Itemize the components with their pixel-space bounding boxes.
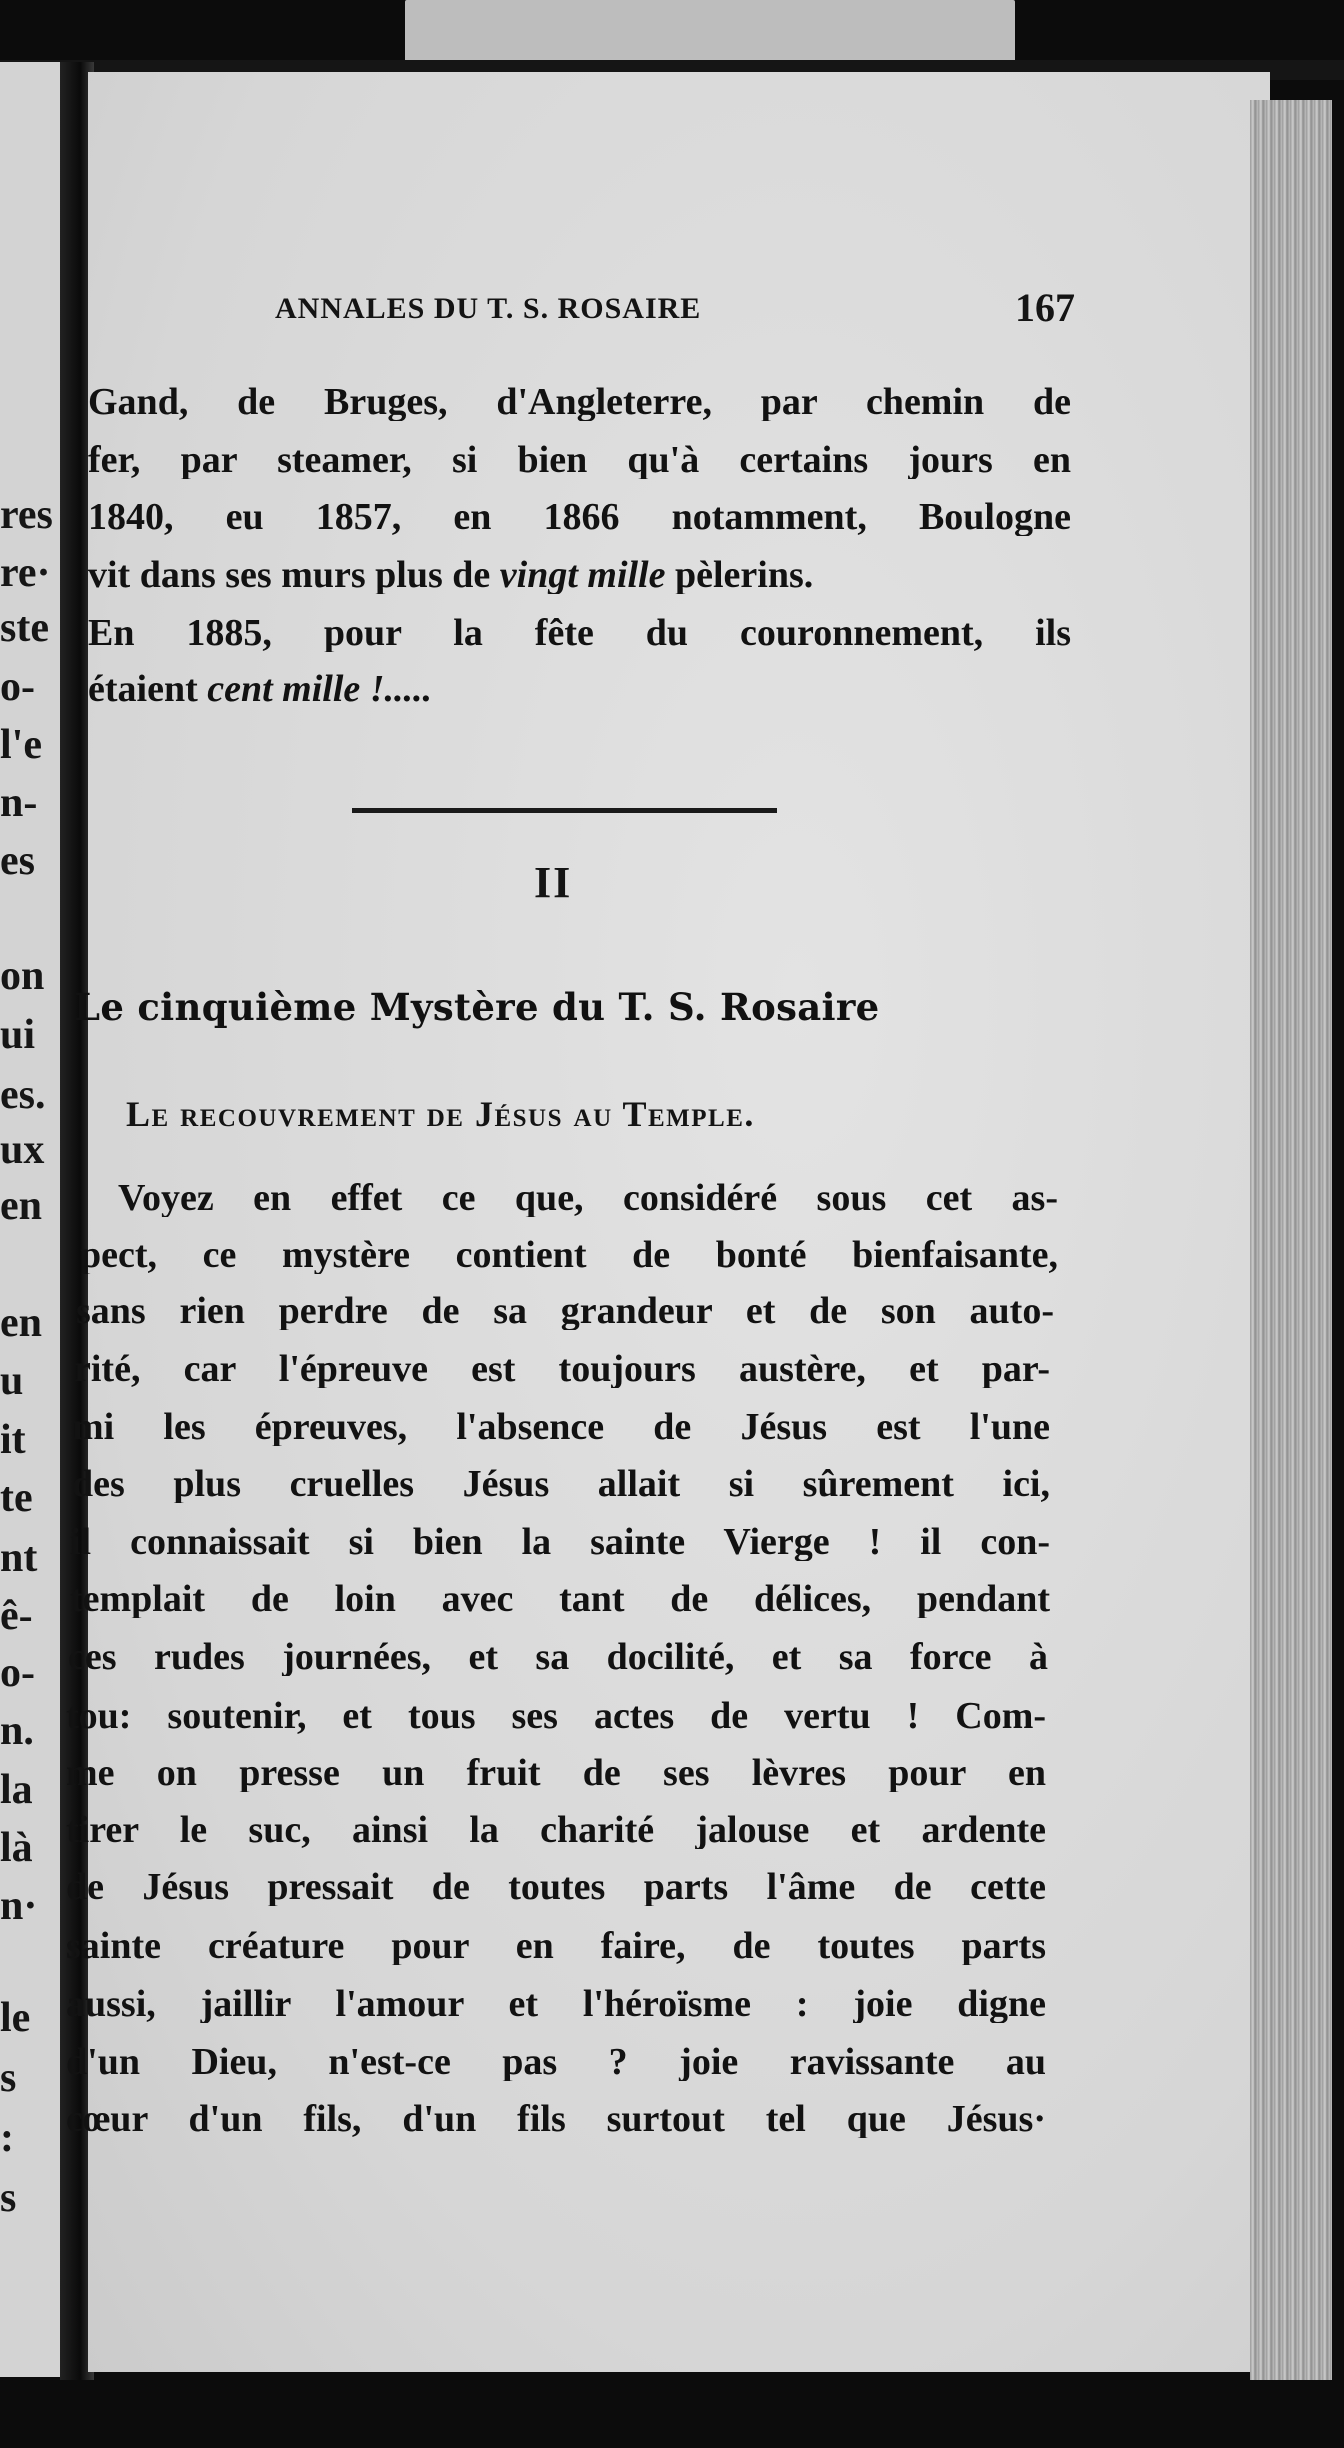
adjacent-page-fragment: re· bbox=[0, 552, 51, 594]
text-line: sainte créature pour en faire, de toutes parts bbox=[66, 1927, 1046, 1965]
page-header bbox=[275, 285, 1075, 342]
section-divider bbox=[352, 808, 777, 813]
page-number: 167 bbox=[1015, 285, 1075, 330]
italic-text-run: vingt mille bbox=[499, 556, 666, 594]
adjacent-page-fragment: : bbox=[0, 2117, 14, 2159]
text-line: rité, car l'épreuve est toujours austère, et par- bbox=[74, 1350, 1050, 1388]
text-run: vit dans ses murs plus de bbox=[88, 556, 491, 594]
adjacent-page-fragment: u bbox=[0, 1360, 24, 1402]
adjacent-page-fragment: res bbox=[0, 494, 53, 536]
text-line: tirer le suc, ainsi la charité jalouse et ardente bbox=[66, 1811, 1046, 1849]
text-line: sans rien perdre de sa grandeur et de son auto- bbox=[76, 1292, 1054, 1330]
adjacent-page-fragment: en bbox=[0, 1185, 42, 1227]
adjacent-page-fragment: es. bbox=[0, 1074, 46, 1116]
text-line-mixed bbox=[88, 556, 1071, 594]
page-edges bbox=[1250, 100, 1332, 2390]
adjacent-page-fragment: l'e bbox=[0, 724, 42, 766]
adjacent-page-fragment: ui bbox=[0, 1014, 36, 1056]
adjacent-page-fragment: o- bbox=[0, 666, 35, 708]
text-line: mi les épreuves, l'absence de Jésus est l'une bbox=[72, 1408, 1050, 1446]
text-line: templait de loin avec tant de délices, pendant bbox=[70, 1580, 1050, 1618]
adjacent-page-fragment: te bbox=[0, 1477, 33, 1519]
text-line: fer, par steamer, si bien qu'à certains jours en bbox=[88, 441, 1071, 479]
text-line: tou: soutenir, et tous ses actes de vertu ! Com- bbox=[66, 1697, 1046, 1735]
adjacent-page-fragment: s bbox=[0, 2177, 17, 2219]
text-line: ces rudes journées, et sa docilité, et sa force à bbox=[68, 1638, 1048, 1676]
scan-bottom-border bbox=[0, 2380, 1344, 2448]
adjacent-page-fragment: en bbox=[0, 1302, 42, 1344]
chapter-subtitle: Le recouvrement de Jésus au Temple. bbox=[126, 1094, 755, 1134]
adjacent-page-fragment: ux bbox=[0, 1129, 45, 1171]
text-line: aussi, jaillir l'amour et l'héroïsme : joie digne bbox=[66, 1985, 1046, 2023]
adjacent-page-fragment: la bbox=[0, 1769, 33, 1811]
text-line: des plus cruelles Jésus allait si sûrement ici, bbox=[72, 1465, 1050, 1503]
section-number: II bbox=[534, 858, 573, 907]
text-line: de Jésus pressait de toutes parts l'âme de cette bbox=[66, 1868, 1046, 1906]
adjacent-page-fragment: o- bbox=[0, 1652, 35, 1694]
text-line: me on presse un fruit de ses lèvres pour en bbox=[66, 1754, 1046, 1792]
adjacent-page-fragment: nt bbox=[0, 1537, 38, 1579]
adjacent-page-fragment: on bbox=[0, 955, 45, 997]
chapter-title: Le cinquième Mystère du T. S. Rosaire bbox=[74, 985, 880, 1029]
adjacent-page-fragment: ê- bbox=[0, 1595, 33, 1637]
adjacent-page-fragment: n. bbox=[0, 1710, 34, 1752]
adjacent-page-fragment: n- bbox=[0, 782, 38, 824]
text-line: Gand, de Bruges, d'Angleterre, par chemin de bbox=[88, 383, 1071, 421]
text-line: il connaissait si bien la sainte Vierge ! il con- bbox=[70, 1523, 1050, 1561]
adjacent-page-fragment: es bbox=[0, 840, 35, 882]
italic-text-run: cent mille !..... bbox=[207, 670, 433, 708]
text-line: Voyez en effet ce que, considéré sous cet as- bbox=[118, 1179, 1058, 1217]
text-line: cœur d'un fils, d'un fils surtout tel que Jésus· bbox=[66, 2100, 1046, 2138]
adjacent-page-fragment: le bbox=[0, 1997, 31, 2039]
text-line: 1840, eu 1857, en 1866 notamment, Boulogne bbox=[88, 498, 1071, 536]
text-line: d'un Dieu, n'est-ce pas ? joie ravissante au bbox=[66, 2043, 1046, 2081]
running-title: ANNALES DU T. S. ROSAIRE bbox=[275, 292, 702, 325]
adjacent-page-fragment: n· bbox=[0, 1885, 38, 1927]
adjacent-page-fragment: ste bbox=[0, 607, 49, 649]
text-line: En 1885, pour la fête du couronnement, ils bbox=[88, 614, 1071, 652]
text-run: étaient bbox=[88, 670, 198, 708]
text-line: pect, ce mystère contient de bonté bienfaisante, bbox=[80, 1236, 1058, 1274]
adjacent-page-fragment: s bbox=[0, 2057, 17, 2099]
adjacent-page-fragment: là bbox=[0, 1827, 33, 1869]
text-line-mixed bbox=[88, 670, 688, 708]
adjacent-page-fragment: it bbox=[0, 1419, 26, 1461]
text-run: pèlerins. bbox=[674, 556, 814, 594]
